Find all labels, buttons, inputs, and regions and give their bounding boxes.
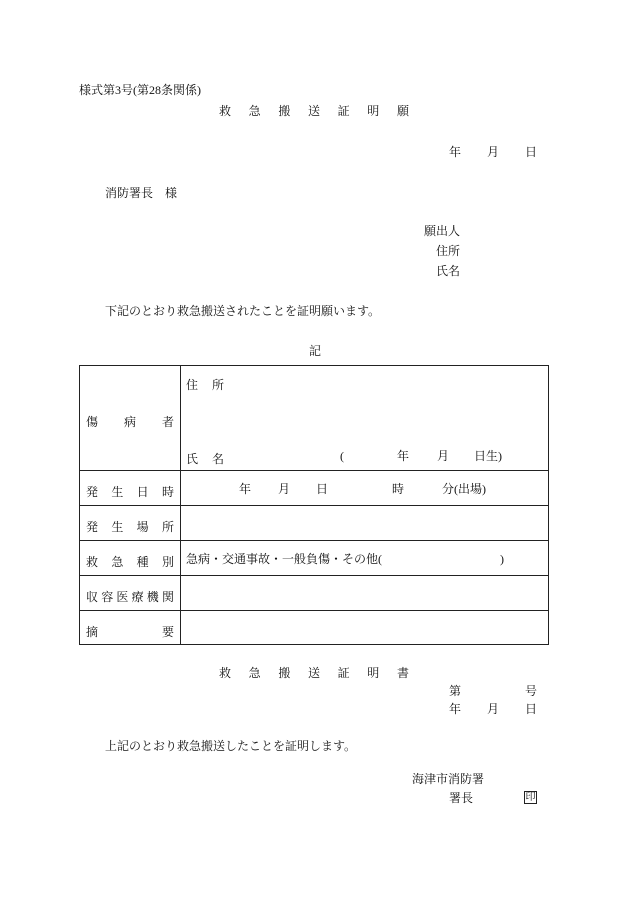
ki-heading: 記 <box>309 344 322 358</box>
label-char: 容 <box>101 590 114 604</box>
date-day: 日 <box>524 702 537 716</box>
label-char: 関 <box>161 590 174 604</box>
label-char: 者 <box>161 415 174 429</box>
label-char: 医 <box>116 590 129 604</box>
label-char: 別 <box>161 555 174 569</box>
occurrence-time-row <box>80 471 548 506</box>
occurrence-month: 月 <box>278 482 291 496</box>
label-char: 発 <box>86 520 99 534</box>
label-char: 機 <box>146 590 159 604</box>
title-char: 願 <box>396 104 409 118</box>
label-char: 氏 <box>186 452 199 466</box>
title-char: 送 <box>307 104 320 118</box>
label-char: 所 <box>161 520 174 534</box>
occurrence-day: 日 <box>316 482 329 496</box>
title-char: 急 <box>248 666 261 680</box>
title-char: 送 <box>307 666 320 680</box>
certificate-number <box>449 685 537 697</box>
patient-name-label <box>186 450 224 467</box>
label-char: 要 <box>161 625 174 639</box>
label-char: 種 <box>136 555 149 569</box>
title-char: 急 <box>248 104 261 118</box>
emergency-type-close-paren: ) <box>500 552 504 566</box>
issuer-name: 海津市消防署 <box>412 772 485 786</box>
title-char: 救 <box>219 666 232 680</box>
birth-day: 日生) <box>474 449 502 463</box>
number-prefix: 第 <box>449 684 462 698</box>
occurrence-minute: 分(出場) <box>442 482 486 496</box>
label-char: 傷 <box>86 415 99 429</box>
applicant-label: 願出人 <box>424 224 461 238</box>
label-char: 時 <box>161 485 174 499</box>
occurrence-place-row <box>80 506 548 541</box>
label-char: 場 <box>136 520 149 534</box>
chief-label: 署長 <box>449 791 474 805</box>
label-char: 発 <box>86 485 99 499</box>
label-char: 所 <box>211 378 224 392</box>
title-char: 書 <box>396 666 409 680</box>
certificate-title <box>219 667 409 679</box>
hospital-label <box>86 588 174 605</box>
date-year: 年 <box>449 702 462 716</box>
label-char: 救 <box>86 555 99 569</box>
label-char: 日 <box>136 485 149 499</box>
hospital-row <box>80 576 548 611</box>
addressee: 消防署長 様 <box>105 186 178 200</box>
title-char: 証 <box>337 104 350 118</box>
label-char: 生 <box>111 485 124 499</box>
patient-row <box>80 366 548 471</box>
title-char: 救 <box>219 104 232 118</box>
date-day: 日 <box>524 145 537 159</box>
label-char: 摘 <box>86 625 99 639</box>
label-char: 病 <box>123 415 136 429</box>
birth-month: 月 <box>437 449 450 463</box>
label-char: 住 <box>186 378 199 392</box>
remarks-row <box>80 611 548 646</box>
form-number: 様式第3号(第28条関係) <box>79 83 201 97</box>
certify-text: 上記のとおり救急搬送したことを証明します。 <box>105 739 357 753</box>
title-char: 搬 <box>278 104 291 118</box>
title-char: 搬 <box>278 666 291 680</box>
application-date <box>449 146 537 158</box>
request-text: 下記のとおり救急搬送されたことを証明願います。 <box>105 304 381 318</box>
birth-open-paren: ( <box>340 449 344 463</box>
emergency-type-options: 急病・交通事故・一般負傷・その他( <box>186 552 382 566</box>
patient-address-label <box>186 376 224 393</box>
label-char: 収 <box>86 590 99 604</box>
birth-year: 年 <box>397 449 410 463</box>
label-char: 生 <box>111 520 124 534</box>
remarks-label <box>86 623 174 640</box>
emergency-type-row <box>80 541 548 576</box>
title-char: 明 <box>367 104 380 118</box>
date-month: 月 <box>486 145 499 159</box>
label-char: 急 <box>111 555 124 569</box>
label-char: 名 <box>211 452 224 466</box>
transport-details-table <box>79 365 549 645</box>
certificate-date <box>449 703 537 715</box>
applicant-address-label: 住所 <box>436 244 461 258</box>
title-char: 明 <box>367 666 380 680</box>
date-year: 年 <box>449 145 462 159</box>
application-title <box>219 105 409 117</box>
title-char: 証 <box>337 666 350 680</box>
patient-label <box>86 413 174 430</box>
applicant-name-label: 氏名 <box>436 264 461 278</box>
date-month: 月 <box>486 702 499 716</box>
label-char: 療 <box>131 590 144 604</box>
occurrence-hour: 時 <box>392 482 405 496</box>
occurrence-time-label <box>86 483 174 500</box>
occurrence-place-label <box>86 518 174 535</box>
occurrence-year: 年 <box>239 482 252 496</box>
seal-mark: 印 <box>525 792 536 803</box>
emergency-type-label <box>86 553 174 570</box>
number-suffix: 号 <box>524 684 537 698</box>
